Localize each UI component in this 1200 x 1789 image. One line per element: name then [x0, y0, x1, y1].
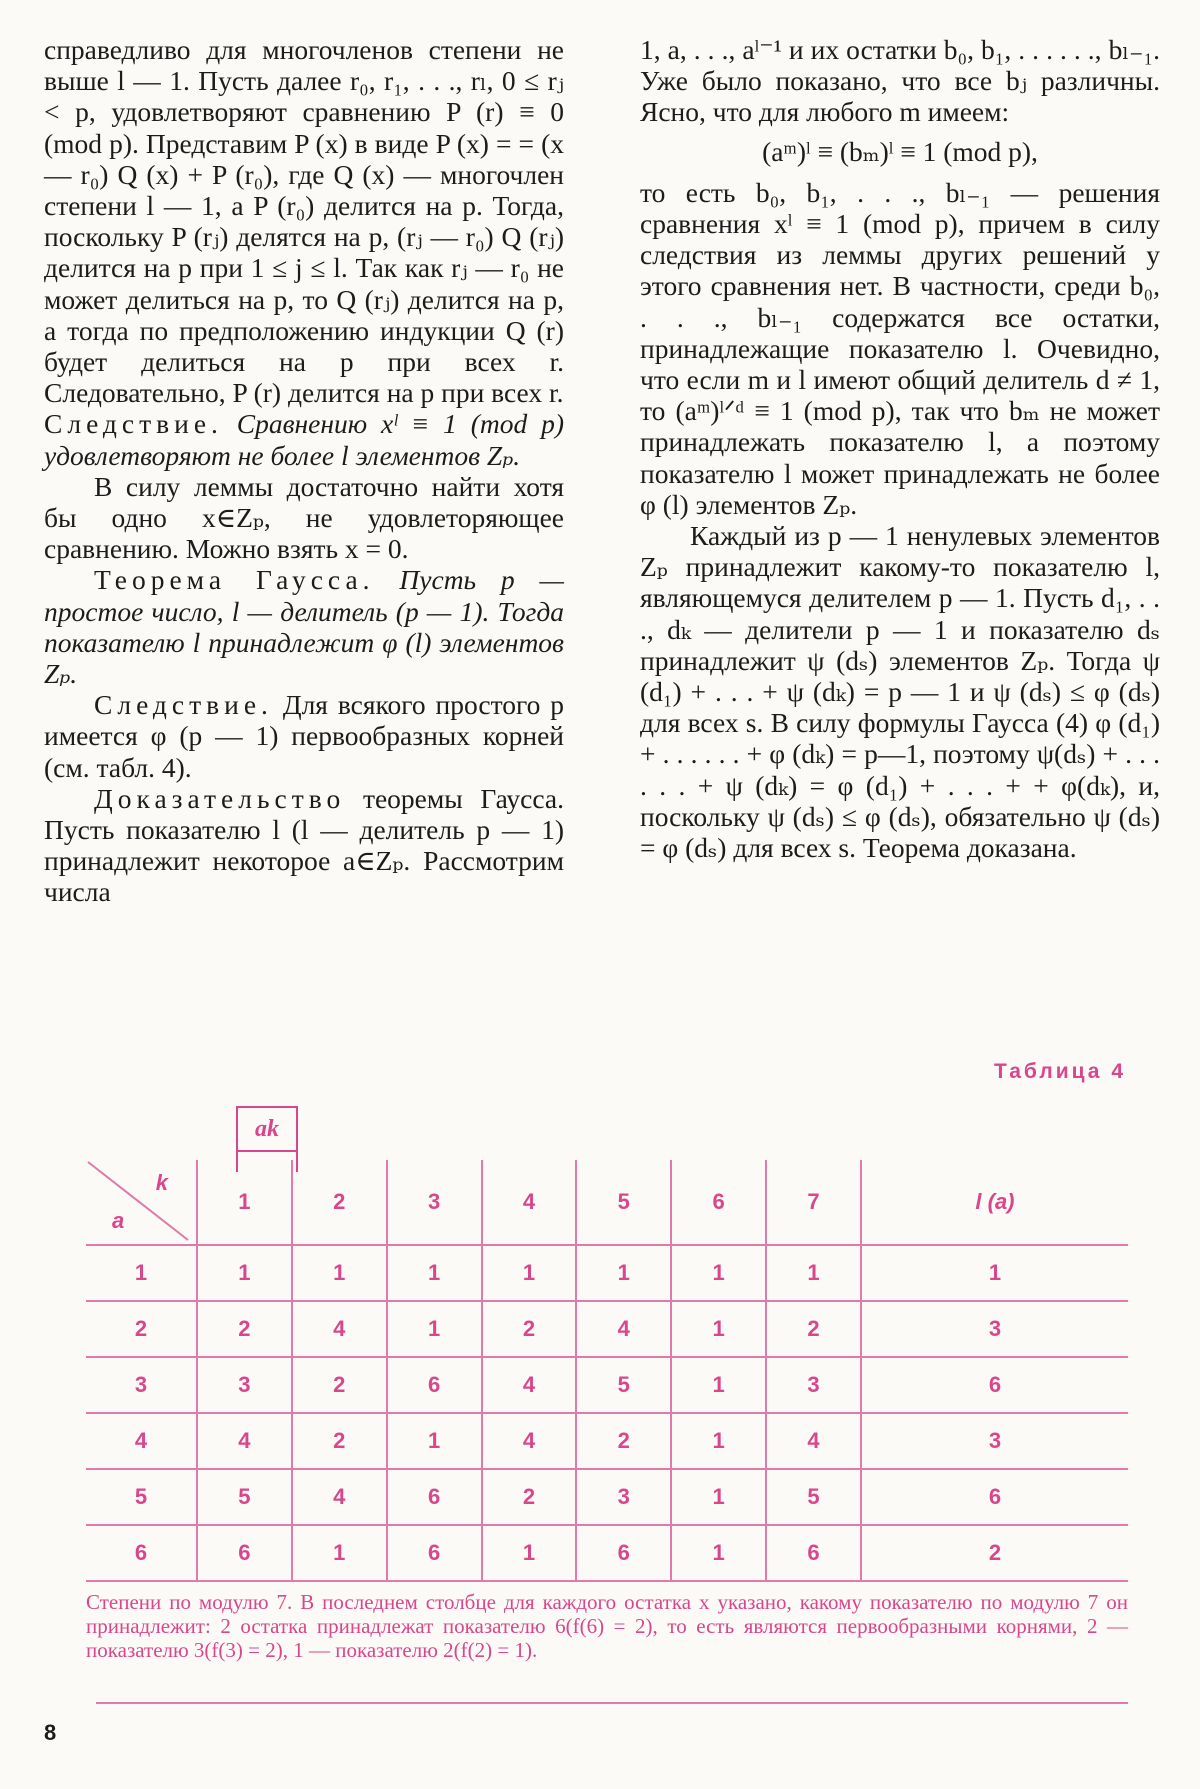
table-cell: 3: [197, 1357, 292, 1413]
table-cell: 2: [766, 1301, 861, 1357]
bottom-rule: [96, 1702, 1128, 1704]
table-cell: 4: [482, 1413, 577, 1469]
header-k-5: 5: [576, 1160, 671, 1245]
table-cell: 1: [387, 1301, 482, 1357]
row-label-cell: 4: [86, 1413, 197, 1469]
table-title: Таблица 4: [993, 1060, 1126, 1083]
right-column: [640, 34, 1160, 863]
table-cell: 4: [197, 1413, 292, 1469]
table-cell: 1: [671, 1525, 766, 1581]
row-label-cell: 5: [86, 1469, 197, 1525]
table-cell: 1: [671, 1301, 766, 1357]
table-cell: 4: [576, 1301, 671, 1357]
corner-k: k: [155, 1170, 168, 1195]
table-cell: 6: [861, 1469, 1128, 1525]
table-cell: 2: [482, 1301, 577, 1357]
header-k-1: 1: [197, 1160, 292, 1245]
page-number: 8: [44, 1720, 57, 1745]
table-cell: 5: [197, 1469, 292, 1525]
paragraph-solutions: то есть b₀, b₁, . . ., bₗ₋₁ — решения сравнения xˡ ≡ 1 (mod p), причем в силу следствия из леммы других решений у этого сравнения нет. В частности, среди b₀, . . ., bₗ₋₁ содержатся все остатки, принадлежащие показателю l. Очевидно, что если m и l имеют общий делитель d ≠ 1, то (aᵐ)ˡᐟᵈ ≡ 1 (mod p), так что bₘ не может принадлежать показателю l, а поэтому показателю l может принадлежать не более φ (l) элементов Zₚ.: [640, 176, 1160, 520]
table-cell: 2: [861, 1525, 1128, 1581]
table-cell: 1: [671, 1413, 766, 1469]
table-body: [86, 1245, 1128, 1581]
left-column: [44, 34, 564, 908]
table-cell: 3: [861, 1413, 1128, 1469]
corner-diagonal: [86, 1160, 196, 1244]
table-cell: 2: [292, 1357, 387, 1413]
gauss-theorem-lead: Теорема Гаусса.: [94, 564, 375, 596]
header-k-2: 2: [292, 1160, 387, 1245]
table-row: [86, 1301, 1128, 1357]
table-cell: 1: [292, 1245, 387, 1301]
table-row: [86, 1357, 1128, 1413]
table-cell: 1: [387, 1413, 482, 1469]
table-cell: 3: [576, 1469, 671, 1525]
table-cell: 2: [576, 1413, 671, 1469]
header-k-7: 7: [766, 1160, 861, 1245]
table-cell: 2: [292, 1413, 387, 1469]
corollary-1-lead: Следствие.: [44, 408, 223, 440]
table-cell: 5: [576, 1357, 671, 1413]
table-cell: 1: [387, 1245, 482, 1301]
table-cell: 1: [292, 1525, 387, 1581]
formula-power-residue: (aᵐ)ˡ ≡ (bₘ)ˡ ≡ 1 (mod p),: [762, 135, 1038, 167]
paragraph-residues: 1, a, . . ., aˡ⁻¹ и их остатки b₀, b₁, . . . . . ., bₗ₋₁. Уже было показано, что все bⱼ различны. Ясно, что для любого m имеем:: [640, 34, 1160, 128]
table-cell: 1: [576, 1245, 671, 1301]
table-cell: 6: [387, 1357, 482, 1413]
table-row: [86, 1469, 1128, 1525]
table-header-row: [86, 1160, 1128, 1245]
table-cell: 1: [671, 1357, 766, 1413]
table-cell: 4: [766, 1413, 861, 1469]
header-k-3: 3: [387, 1160, 482, 1245]
proof-text: теоремы Гаусса. Пусть показателю l (l — делитель p — 1) принадлежит некоторое a∈Zₚ. Рассмотрим числа: [44, 782, 564, 908]
table-cell: 6: [766, 1525, 861, 1581]
table-cell: 6: [387, 1469, 482, 1525]
table-cell: 6: [387, 1525, 482, 1581]
corollary-2-lead: Следствие.: [94, 689, 273, 721]
table-cell: 1: [766, 1245, 861, 1301]
table-cell: 2: [482, 1469, 577, 1525]
table-row: [86, 1245, 1128, 1301]
paragraph-induction: справедливо для многочленов степени не выше l — 1. Пусть далее r₀, r₁, . . ., rₗ, 0 ≤ rⱼ < p, удовлетворяют сравнению P (r) ≡ 0 (mod p). Представим P (x) в виде P (x) = = (x — r₀) Q (x) + P (r₀), где Q (x) — многочлен степени l — 1, а P (r₀) делится на p. Тогда, поскольку P (rⱼ) делятся на p, (rⱼ — r₀) Q (rⱼ) делится на p при 1 ≤ j ≤ l. Так как rⱼ — r₀ не может делиться на p, то Q (rⱼ) делится на p, а тогда по предположению индукции Q (r) будет делиться на p при всех r. Следовательно, P (r) делится на p при всех r.: [44, 34, 564, 409]
table-cell: 1: [197, 1245, 292, 1301]
corner-a: a: [112, 1208, 125, 1233]
header-la: l (a): [861, 1160, 1128, 1245]
table-cell: 4: [482, 1357, 577, 1413]
paragraph-proof-end: Каждый из p — 1 ненулевых элементов Zₚ принадлежит какому-то показателю l, являющемуся делителем p — 1. Пусть d₁, . . ., dₖ — делители p — 1 и показателю dₛ принадлежит ψ (dₛ) элементов Zₚ. Тогда ψ (d₁) + . . . + ψ (dₖ) = p — 1 и ψ (dₛ) ≤ φ (dₛ) для всех s. В силу формулы Гаусса (4) φ (d₁) + . . . . . . + φ (dₖ) = p—1, поэтому ψ(dₛ) + . . . . . . + ψ (dₖ) = φ (d₁) + . . . + + φ(dₖ), и, поскольку ψ (dₛ) ≤ φ (dₛ), обязательно ψ (dₛ) = φ (dₛ) для всех s. Теорема доказана.: [640, 520, 1160, 864]
table-cell: 6: [861, 1357, 1128, 1413]
header-k-6: 6: [671, 1160, 766, 1245]
table-cell: 4: [292, 1301, 387, 1357]
row-label-cell: 1: [86, 1245, 197, 1301]
paragraph-corollary-2: [44, 689, 564, 783]
paragraph-proof-start: [44, 783, 564, 908]
corollary-1-text: Сравнению xˡ ≡ 1 (mod p) удовлетворяют не более l элементов Zₚ.: [44, 408, 564, 471]
table-cell: 1: [482, 1525, 577, 1581]
table-row: [86, 1525, 1128, 1581]
proof-lead: Доказательство: [94, 782, 346, 814]
header-k-4: 4: [482, 1160, 577, 1245]
table-cell: 6: [576, 1525, 671, 1581]
table-cell: 2: [197, 1301, 292, 1357]
row-label-cell: 3: [86, 1357, 197, 1413]
table-cell: 1: [861, 1245, 1128, 1301]
paragraph-corollary-1: [44, 408, 564, 470]
row-label-cell: 6: [86, 1525, 197, 1581]
powers-mod-7-table: [86, 1160, 1128, 1582]
table-cell: 1: [671, 1469, 766, 1525]
table-cell: 6: [197, 1525, 292, 1581]
table-cell: 4: [292, 1469, 387, 1525]
gauss-theorem-text: Пусть p — простое число, l — делитель (p — 1). Тогда показателю l принадлежит φ (l) элементов Zₚ.: [44, 564, 564, 690]
table-cell: 5: [766, 1469, 861, 1525]
paragraph-lemma-proof: В силу леммы достаточно найти хотя бы одно x∈Zₚ, не удовлеторяющее сравнению. Можно взять x = 0.: [44, 470, 564, 565]
table-cell: 1: [671, 1245, 766, 1301]
corner-cell: [86, 1160, 197, 1245]
table-row: [86, 1413, 1128, 1469]
paragraph-gauss-theorem: [44, 564, 564, 689]
table-caption: Степени по модулю 7. В последнем столбце для каждого остатка x указано, какому показателю по модулю 7 он принадлежит: 2 остатка принадлежат показателю 6(f(6) = 2), то есть являются первообразными корнями, 2 — показателю 3(f(3) = 2), 1 — показателю 2(f(2) = 1).: [86, 1590, 1128, 1662]
table-cell: 3: [861, 1301, 1128, 1357]
table-cell: 1: [482, 1245, 577, 1301]
row-label-cell: 2: [86, 1301, 197, 1357]
ak-label: ak: [236, 1106, 298, 1152]
corollary-2-text: Для всякого простого p имеется φ (p — 1) первообразных корней (см. табл. 4).: [44, 689, 564, 783]
table-cell: 3: [766, 1357, 861, 1413]
